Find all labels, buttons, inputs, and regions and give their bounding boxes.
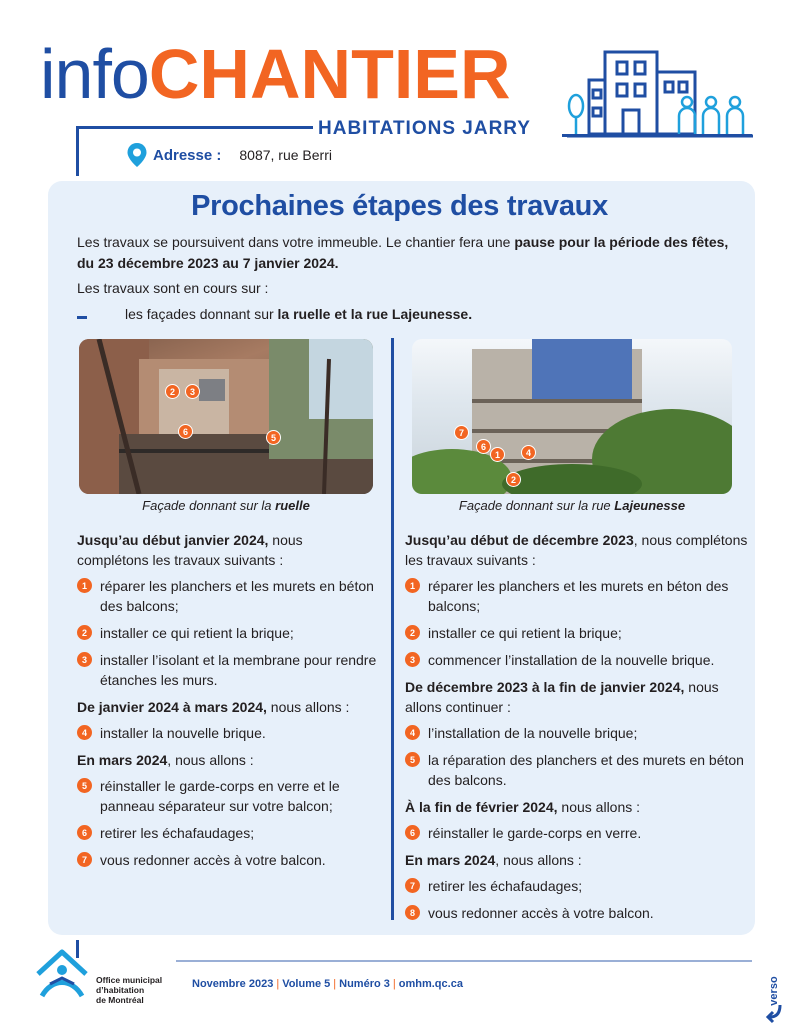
section-heading: De décembre 2023 à la fin de janvier 2024, nous allons continuer : (405, 679, 719, 715)
page-title: Prochaines étapes des travaux (191, 190, 608, 222)
intro-line-2: Les travaux sont en cours sur : (77, 280, 269, 296)
list-item: 6 réinstaller le garde-corps en verre. (405, 823, 750, 843)
photo-marker: 2 (506, 472, 521, 487)
step-number-badge: 2 (77, 625, 92, 640)
step-number-badge: 3 (77, 652, 92, 667)
photo-lajeunesse-illustration (412, 339, 732, 494)
issue-volume: Volume 5 (282, 978, 331, 990)
list-item: 3 commencer l’installation de la nouvelle brique. (405, 650, 750, 670)
intro-text: Les travaux se poursuivent dans votre immeuble. Le chantier fera une (77, 234, 515, 250)
photo-marker: 4 (521, 445, 536, 460)
photo-marker: 6 (178, 424, 193, 439)
section-heading: Jusqu’au début janvier 2024, nous complétons les travaux suivants : (77, 532, 303, 568)
photo-marker: 5 (266, 430, 281, 445)
list-item: 5 la réparation des planchers et des murets en béton des balcons. (405, 750, 750, 790)
list-item: 4 l’installation de la nouvelle brique; (405, 723, 750, 743)
intro-bold: pause pour la période des fêtes, du 23 décembre 2023 au 7 janvier 2024. (77, 234, 729, 271)
photo-marker: 3 (185, 384, 200, 399)
step-number-badge: 5 (405, 752, 420, 767)
step-number-badge: 4 (77, 725, 92, 740)
photo-caption-lajeunesse: Façade donnant sur la rue Lajeunesse (458, 498, 686, 513)
list-item: 4 installer la nouvelle brique. (77, 723, 377, 743)
header-horizontal-rule-right (562, 134, 752, 137)
location-pin-icon (126, 142, 148, 168)
verso-label[interactable]: verso (768, 976, 780, 1006)
address-value: 8087, rue Berri (239, 147, 332, 163)
step-number-badge: 6 (77, 825, 92, 840)
issue-info: Novembre 2023 | Volume 5 | Numéro 3 | omhm.qc.ca (192, 978, 463, 990)
address-label: Adresse : (153, 146, 222, 164)
section-heading: À la fin de février 2024, nous allons : (405, 799, 641, 815)
photo-caption-ruelle: Façade donnant sur la ruelle (142, 498, 310, 513)
list-item: 3 installer l’isolant et la membrane pour rendre étanches les murs. (77, 650, 377, 690)
address-row (126, 140, 332, 170)
step-number-badge: 2 (405, 625, 420, 640)
list-item: 7 vous redonner accès à votre balcon. (77, 850, 377, 870)
photo-marker: 1 (490, 447, 505, 462)
photo-marker: 2 (165, 384, 180, 399)
footer-organization: Office municipal d’habitation de Montréal (96, 975, 163, 1005)
list-item: 1 réparer les planchers et les murets en béton des balcons; (77, 576, 377, 616)
list-item: 5 réinstaller le garde-corps en verre et le panneau séparateur sur votre balcon; (77, 776, 377, 816)
verso-arrow-icon[interactable] (764, 965, 790, 1025)
list-item: 2 installer ce qui retient la brique; (77, 623, 377, 643)
step-number-badge: 1 (77, 578, 92, 593)
omhm-logo (32, 944, 92, 1002)
brand-info: info (40, 35, 149, 113)
step-number-badge: 7 (77, 852, 92, 867)
dash-bullet-icon (77, 316, 87, 319)
bullet-text: les façades donnant sur (125, 306, 274, 322)
bullet-item (77, 306, 472, 322)
right-schedule-column (405, 530, 750, 930)
section-heading: Jusqu’au début de décembre 2023, nous complétons les travaux suivants : (405, 532, 748, 568)
step-number-badge: 3 (405, 652, 420, 667)
intro-paragraph (77, 232, 737, 274)
brand-title (40, 34, 511, 114)
list-item: 2 installer ce qui retient la brique; (405, 623, 750, 643)
step-number-badge: 6 (405, 825, 420, 840)
list-item: 6 retirer les échafaudages; (77, 823, 377, 843)
photo-ruelle-illustration (79, 339, 373, 494)
section-heading: En mars 2024, nous allons : (405, 852, 582, 868)
step-number-badge: 8 (405, 905, 420, 920)
left-schedule-column (77, 530, 377, 877)
bullet-bold: la ruelle et la rue Lajeunesse. (277, 306, 473, 322)
list-item: 7 retirer les échafaudages; (405, 876, 750, 896)
step-number-badge: 5 (77, 778, 92, 793)
photo-marker: 7 (454, 425, 469, 440)
issue-website: omhm.qc.ca (398, 978, 463, 990)
list-item: 1 réparer les planchers et les murets en béton des balcons; (405, 576, 750, 616)
buildings-illustration (565, 44, 755, 138)
section-heading: De janvier 2024 à mars 2024, nous allons : (77, 699, 350, 715)
issue-date: Novembre 2023 (192, 978, 274, 990)
issue-number: Numéro 3 (339, 978, 390, 990)
step-number-badge: 7 (405, 878, 420, 893)
list-item: 8 vous redonner accès à votre balcon. (405, 903, 750, 923)
header-vertical-rule (76, 126, 79, 176)
brand-chantier: CHANTIER (148, 35, 511, 113)
section-heading: En mars 2024, nous allons : (77, 752, 254, 768)
photo-marker: 6 (476, 439, 491, 454)
footer-rule (176, 960, 752, 962)
step-number-badge: 4 (405, 725, 420, 740)
project-subtitle: HABITATIONS JARRY (318, 118, 531, 139)
header-horizontal-rule (76, 126, 313, 129)
photo-ruelle (79, 339, 373, 494)
photo-lajeunesse (412, 339, 732, 494)
step-number-badge: 1 (405, 578, 420, 593)
column-divider (391, 338, 394, 920)
